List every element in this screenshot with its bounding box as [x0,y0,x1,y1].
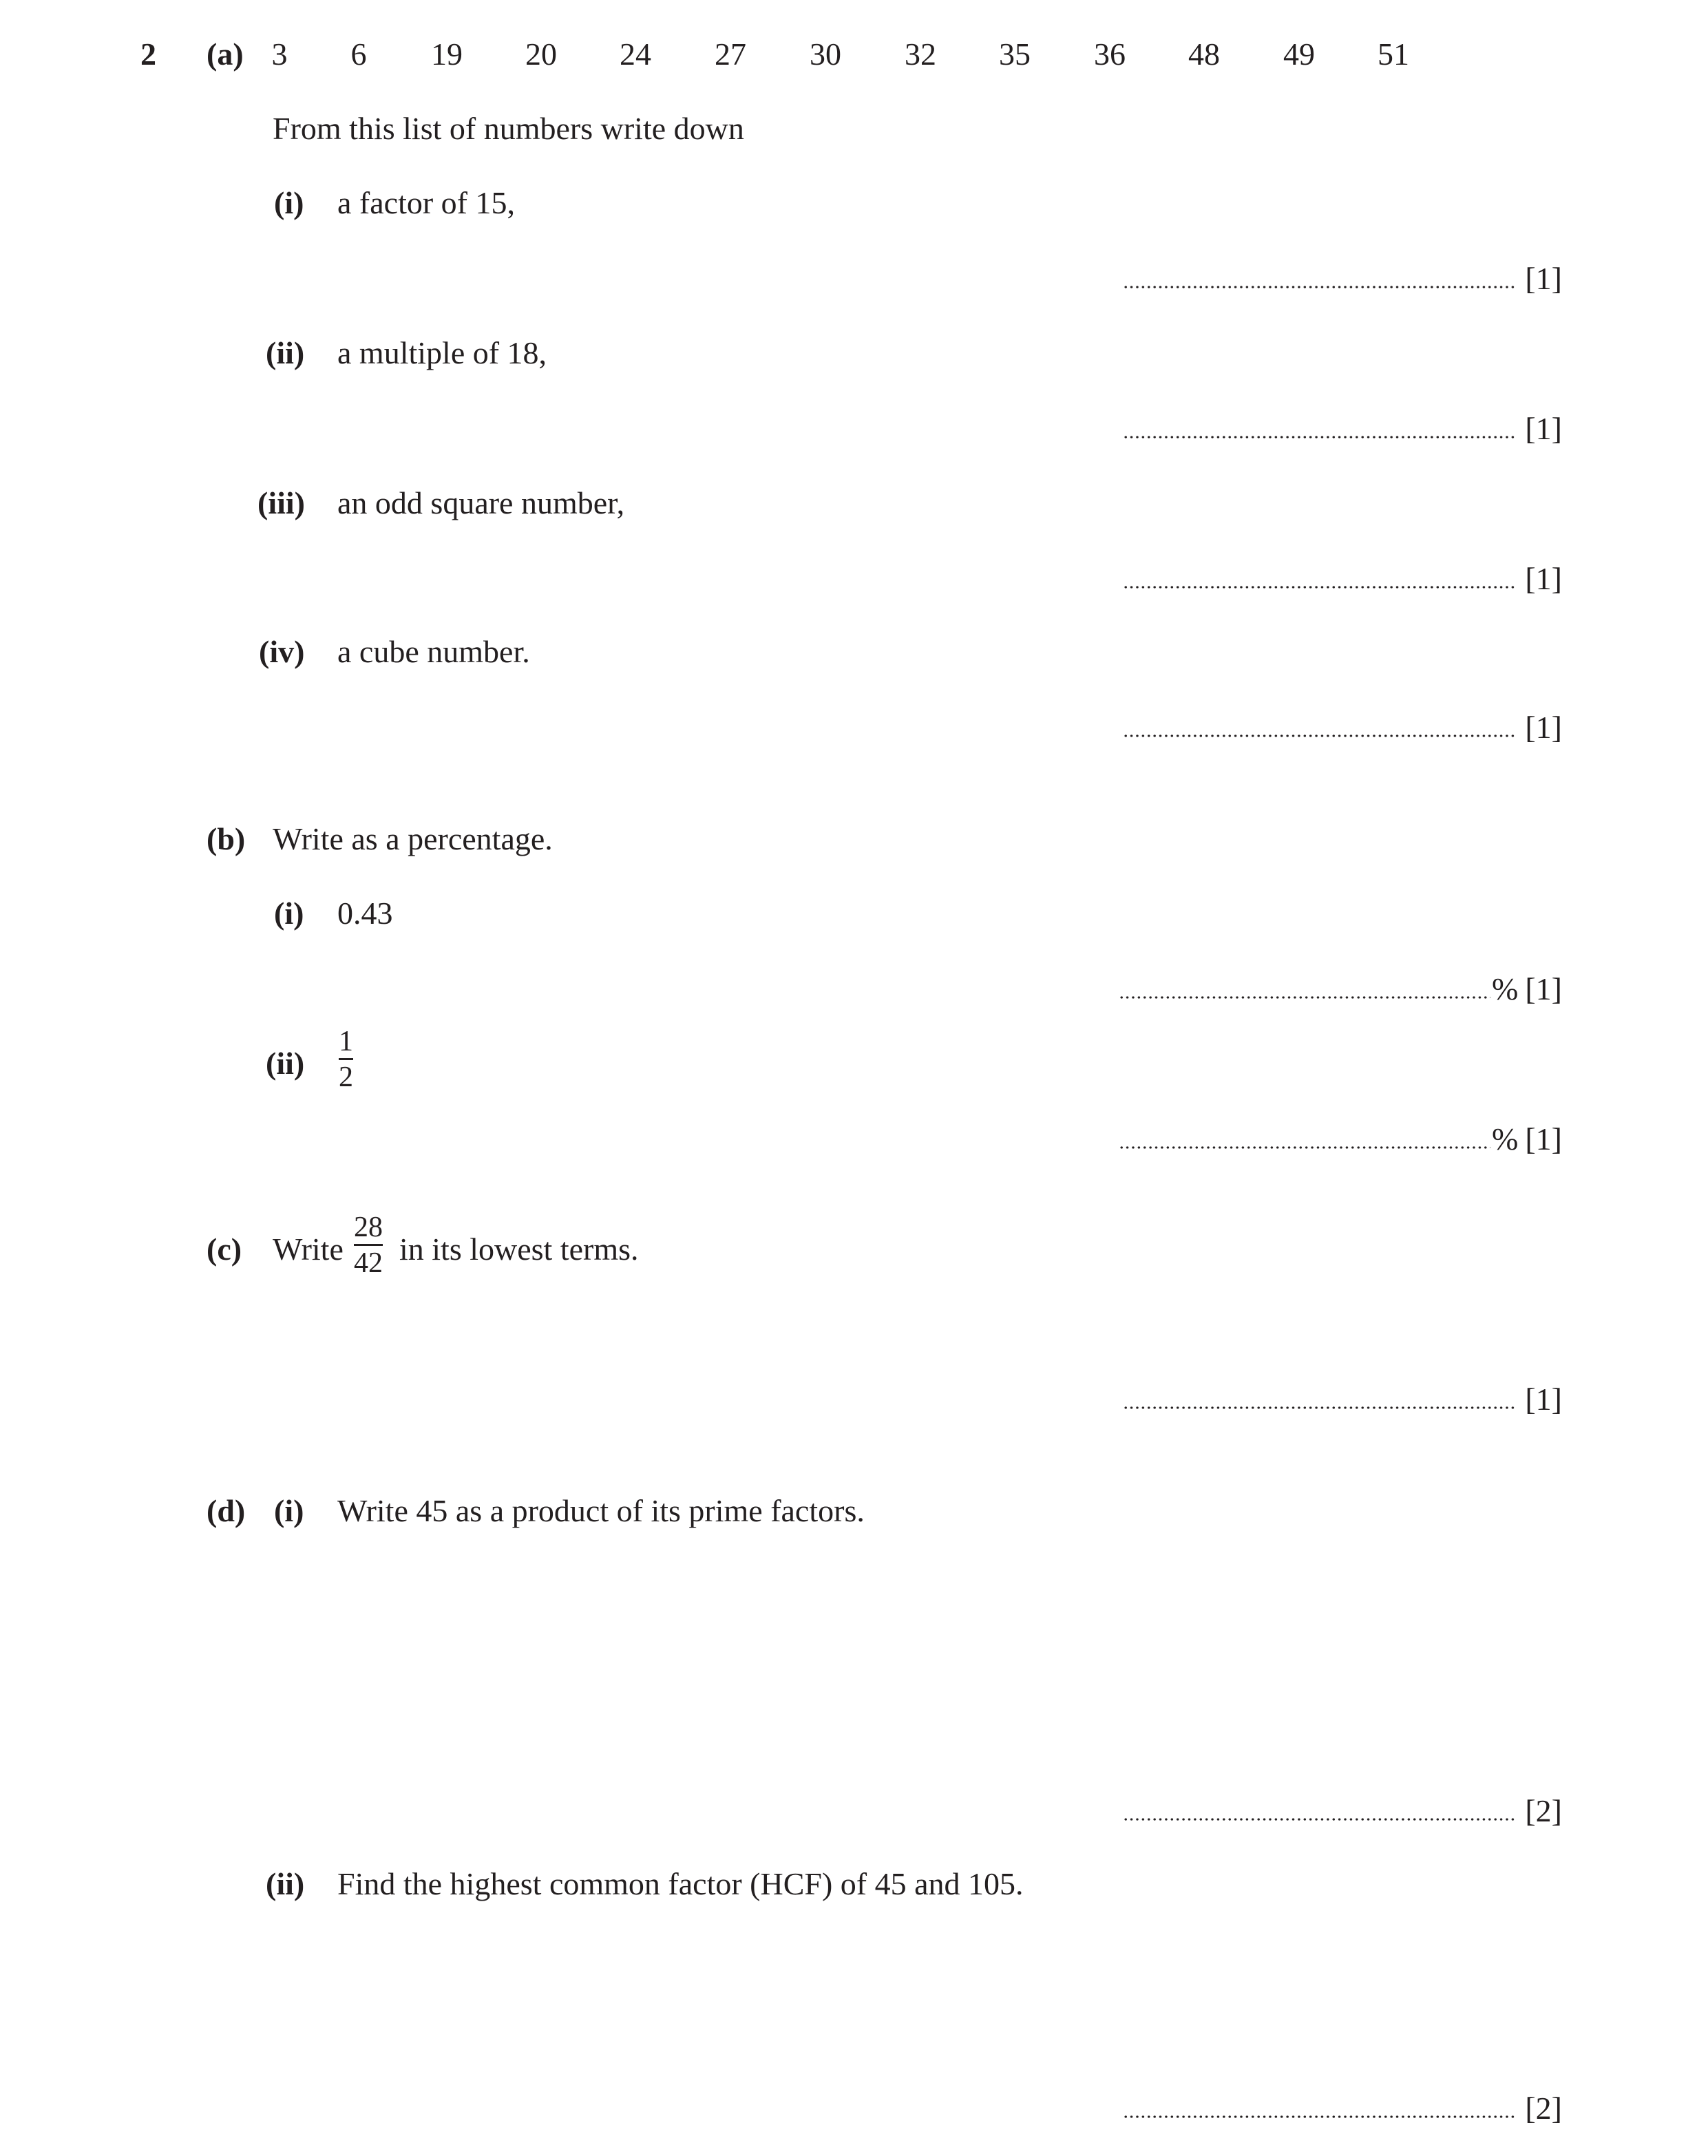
list-number: 35 [999,36,1031,72]
answer-dots[interactable] [1123,1817,1515,1821]
answer-dots[interactable] [1119,995,1490,1000]
fraction-denominator: 42 [354,1247,383,1279]
unit: % [1492,1121,1519,1156]
answer-dots[interactable] [1123,1406,1515,1410]
subpart-text: a cube number. [337,634,530,669]
part-a-label: (a) [207,36,244,72]
list-number: 6 [350,36,367,72]
part-b-label: (b) [207,821,246,856]
answer-line-a-i[interactable] [1123,263,1562,295]
fraction-one-half [339,1027,353,1092]
list-number: 51 [1378,36,1409,72]
fraction-bar [339,1058,353,1060]
fraction-28-42 [354,1213,383,1278]
answer-line-a-ii[interactable] [1123,413,1562,445]
subpart-text: a multiple of 18, [337,335,547,370]
part-b-text: Write as a percentage. [273,821,553,856]
list-number: 3 [271,36,288,72]
subpart-label: (iii) [257,485,305,520]
fraction-bar [354,1244,383,1246]
part-c-label: (c) [207,1232,242,1267]
marks: [1] [1525,1382,1562,1417]
question-number: 2 [140,36,156,72]
answer-dots[interactable] [1123,285,1515,289]
subpart-label: (i) [274,1493,304,1528]
list-number: 30 [810,36,841,72]
answer-dots[interactable] [1123,2115,1515,2119]
answer-dots[interactable] [1123,435,1515,439]
answer-line-b-ii[interactable] [1119,1123,1562,1155]
list-number: 48 [1188,36,1220,72]
fraction-numerator: 1 [339,1026,353,1057]
list-number: 19 [431,36,463,72]
fraction-denominator: 2 [339,1061,353,1093]
fraction-numerator: 28 [354,1212,383,1243]
part-a-intro: From this list of numbers write down [273,111,744,146]
list-number: 32 [905,36,936,72]
answer-line-b-i[interactable] [1119,973,1562,1005]
subpart-text: Write 45 as a product of its prime factors. [337,1493,865,1528]
list-number: 27 [715,36,746,72]
subpart-label: (i) [274,896,304,931]
marks: [1] [1525,710,1562,745]
list-number: 20 [525,36,557,72]
subpart-label: (i) [274,185,304,220]
marks: [1] [1525,411,1562,446]
marks: [1] [1525,971,1562,1006]
unit: % [1492,971,1519,1006]
list-number: 24 [620,36,651,72]
answer-dots[interactable] [1123,734,1515,738]
marks: [2] [1525,2091,1562,2126]
part-c-text-after: in its lowest terms. [399,1232,639,1267]
subpart-text: 0.43 [337,896,393,931]
part-d-label: (d) [207,1493,246,1528]
part-c-text-before: Write [273,1232,344,1267]
subpart-text: Find the highest common factor (HCF) of 45 and 105. [337,1866,1024,1901]
marks: [1] [1525,1121,1562,1156]
subpart-label: (iv) [259,634,305,669]
answer-line-d-ii[interactable] [1123,2093,1562,2124]
answer-line-c[interactable] [1123,1384,1562,1415]
answer-line-a-iii[interactable] [1123,563,1562,595]
subpart-text: an odd square number, [337,485,625,520]
marks: [2] [1525,1793,1562,1828]
subpart-text: a factor of 15, [337,185,515,220]
list-number: 49 [1283,36,1315,72]
answer-line-a-iv[interactable] [1123,712,1562,743]
answer-dots[interactable] [1119,1145,1490,1150]
marks: [1] [1525,261,1562,296]
subpart-label: (ii) [266,1046,305,1081]
marks: [1] [1525,561,1562,596]
subpart-label: (ii) [266,335,305,370]
list-number: 36 [1094,36,1126,72]
answer-line-d-i[interactable] [1123,1795,1562,1827]
subpart-label: (ii) [266,1866,305,1901]
answer-dots[interactable] [1123,585,1515,589]
